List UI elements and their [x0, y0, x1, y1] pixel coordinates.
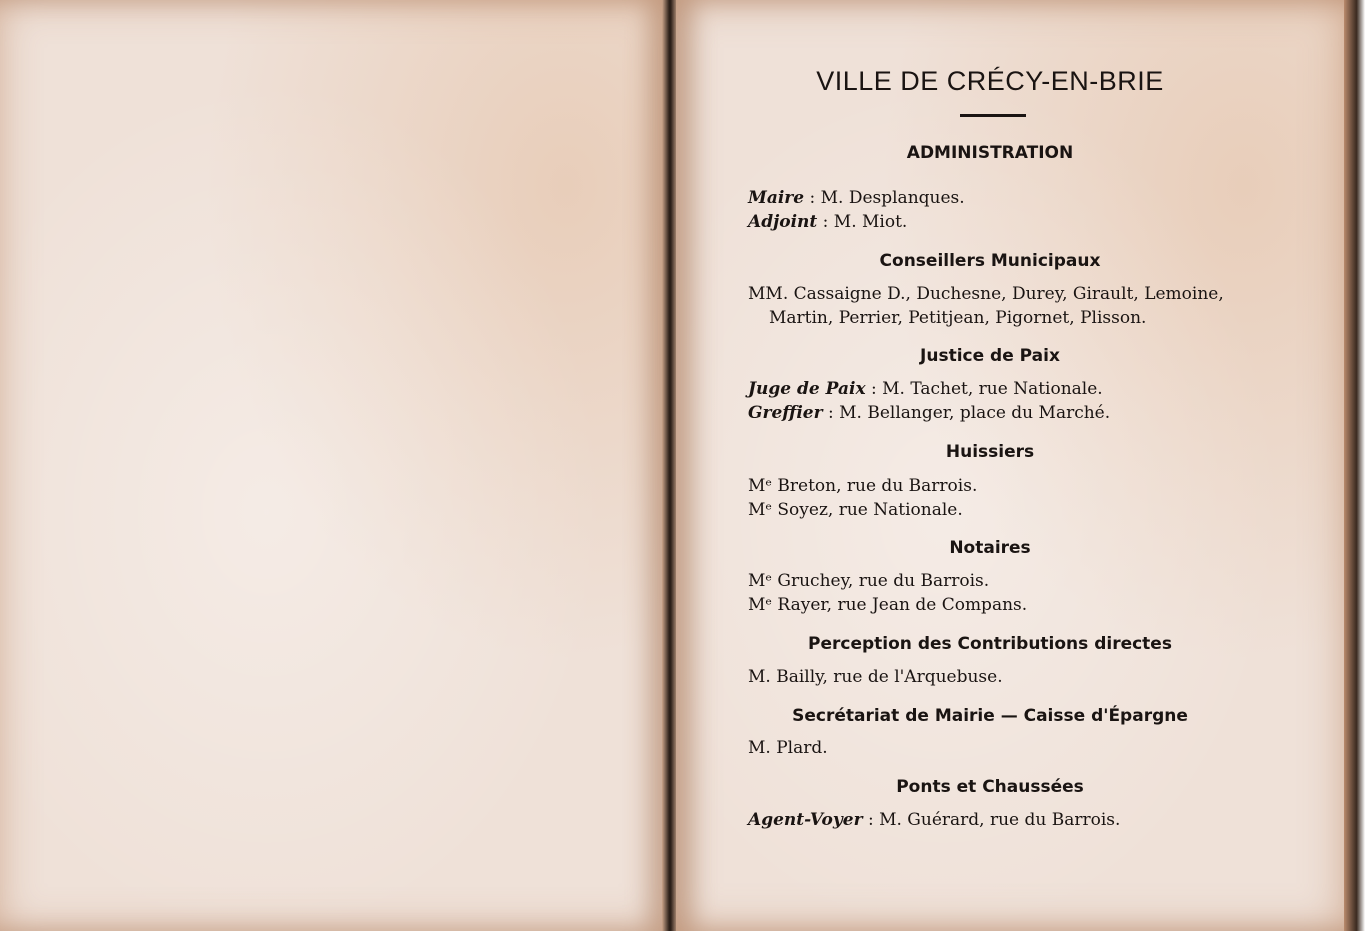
entry-conseillers-1: MM. Cassaigne D., Duchesne, Durey, Girault, Lemoine,: [748, 284, 1224, 304]
heading-conseillers: Conseillers Municipaux: [879, 251, 1101, 271]
entry-conseillers-2: Martin, Perrier, Petitjean, Pigornet, Plisson.: [769, 308, 1147, 328]
entry-notaire-2: Mᵉ Rayer, rue Jean de Compans.: [748, 595, 1028, 615]
page-edge: [1344, 0, 1365, 931]
heading-secretariat: Secrétariat de Mairie — Caisse d'Épargne: [792, 706, 1188, 726]
heading-justice: Justice de Paix: [920, 346, 1060, 366]
role-label: Agent-Voyer: [748, 810, 863, 830]
entry-agent-voyer: [748, 810, 1120, 830]
entry-notaire-1: Mᵉ Gruchey, rue du Barrois.: [748, 571, 990, 591]
entry-text: : M. Bellanger, place du Marché.: [822, 403, 1111, 423]
heading-huissiers: Huissiers: [945, 442, 1035, 462]
entry-huissier-1: Mᵉ Breton, rue du Barrois.: [748, 476, 978, 496]
role-label: Maire: [748, 188, 805, 208]
heading-perception: Perception des Contributions directes: [808, 634, 1172, 654]
title-rule: [960, 114, 1026, 117]
role-label: Adjoint: [748, 212, 818, 232]
entry-text: : M. Tachet, rue Nationale.: [865, 379, 1103, 399]
entry-text: : M. Miot.: [817, 212, 908, 232]
entry-huissier-2: Mᵉ Soyez, rue Nationale.: [748, 500, 963, 520]
entry-secretariat: M. Plard.: [748, 738, 828, 758]
entry-greffier: [748, 403, 1110, 423]
role-label: Greffier: [748, 403, 823, 423]
page-title: VILLE DE CRÉCY-EN-BRIE: [816, 66, 1164, 96]
entry-juge: [748, 379, 1103, 399]
entry-adjoint: [748, 212, 907, 232]
heading-ponts: Ponts et Chaussées: [896, 777, 1084, 797]
entry-perception: M. Bailly, rue de l'Arquebuse.: [748, 667, 1003, 687]
role-label: Juge de Paix: [748, 379, 866, 399]
heading-administration: ADMINISTRATION: [906, 143, 1074, 163]
heading-notaires: Notaires: [949, 538, 1031, 558]
entry-maire: [748, 188, 965, 208]
left-page-blank: [0, 0, 666, 931]
entry-text: : M. Desplanques.: [804, 188, 965, 208]
entry-text: : M. Guérard, rue du Barrois.: [862, 810, 1121, 830]
